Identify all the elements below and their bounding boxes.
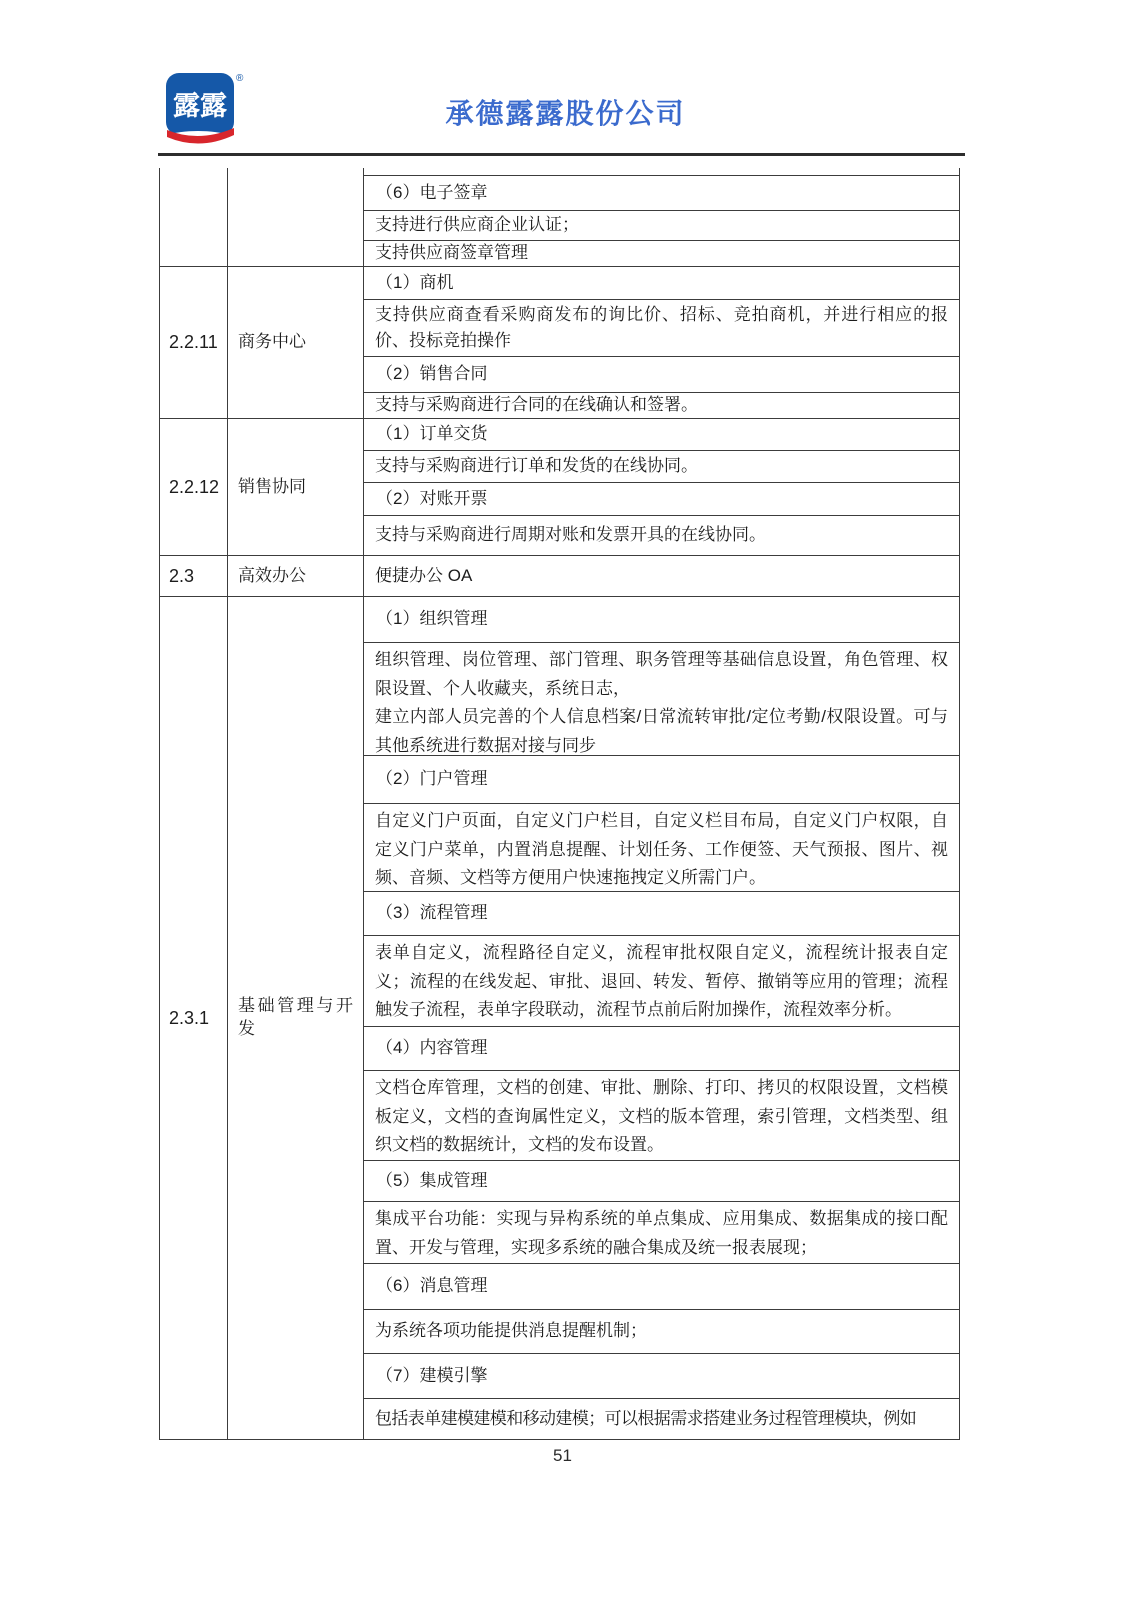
table-row: （2）销售合同	[364, 356, 959, 392]
section-number: 2.3.1	[160, 597, 228, 1439]
table-row: 支持与采购商进行周期对账和发票开具的在线协同。	[364, 515, 959, 555]
table-section-continued	[160, 168, 959, 266]
table-row	[364, 642, 959, 755]
section-number: 2.3	[160, 556, 228, 596]
table-row: 支持供应商查看采购商发布的询比价、招标、竞拍商机，并进行相应的报价、投标竞拍操作	[364, 299, 959, 356]
section-name: 高效办公	[228, 556, 364, 596]
table-row: 支持进行供应商企业认证；	[364, 210, 959, 240]
table-section-2-2-12	[160, 418, 959, 555]
table-row: 表单自定义，流程路径自定义，流程审批权限自定义，流程统计报表自定义；流程的在线发起、审批、退回、转发、暂停、撤销等应用的管理；流程触发子流程，表单字段联动，流程节点前后附加操作，流程效率分析。	[364, 935, 959, 1026]
section-name: 基础管理与开发	[228, 597, 364, 1439]
table-row: （2）门户管理	[364, 755, 959, 803]
section-name	[228, 168, 364, 266]
paragraph-line: 建立内部人员完善的个人信息档案/日常流转审批/定位考勤/权限设置。可与其他系统进行数据对接与同步	[375, 707, 948, 755]
table-row: （4）内容管理	[364, 1026, 959, 1070]
cut-row-remnant	[364, 168, 959, 175]
table-row: （6）电子签章	[364, 175, 959, 210]
table-section-2-3-1	[160, 596, 959, 1439]
paragraph-line: 组织管理、岗位管理、部门管理、职务管理等基础信息设置，角色管理、权限设置、个人收藏夹，系统日志，	[375, 650, 948, 698]
table-row: （5）集成管理	[364, 1160, 959, 1201]
table-row: 自定义门户页面，自定义门户栏目，自定义栏目布局，自定义门户权限，自定义门户菜单，内置消息提醒、计划任务、工作便签、天气预报、图片、视频、音频、文档等方便用户快速拖拽定义所需门户。	[364, 803, 959, 891]
company-name: 承德露露股份公司	[445, 98, 686, 129]
table-section-2-3	[160, 555, 959, 596]
table-row: （1）组织管理	[376, 609, 488, 629]
table-row: 为系统各项功能提供消息提醒机制；	[364, 1309, 959, 1353]
table-row: 便捷办公 OA	[375, 565, 473, 585]
table-row: 集成平台功能：实现与异构系统的单点集成、应用集成、数据集成的接口配置、开发与管理，实现多系统的融合集成及统一报表展现；	[364, 1201, 959, 1263]
table-row: 支持与采购商进行订单和发货的在线协同。	[364, 450, 959, 482]
table-row: （6）消息管理	[364, 1263, 959, 1309]
requirements-table	[159, 168, 960, 1440]
logo-text: 露露	[173, 91, 227, 121]
table-section-2-2-11	[160, 266, 959, 418]
section-number	[160, 168, 228, 266]
section-number: 2.2.12	[160, 419, 228, 555]
table-row: 支持与采购商进行合同的在线确认和签署。	[364, 392, 959, 418]
section-name: 商务中心	[228, 267, 364, 418]
header-divider	[158, 153, 965, 156]
table-row: 支持供应商签章管理	[364, 240, 959, 266]
table-row: （1）商机	[376, 272, 454, 292]
table-row: （2）对账开票	[364, 482, 959, 515]
registered-mark: ®	[236, 73, 244, 84]
paragraph-line: 包括表单建模建模和移动建模；可以根据需求搭建业务过程管理模块，例如	[375, 1408, 917, 1428]
table-row: （1）订单交货	[376, 424, 488, 444]
page-number: 51	[553, 1446, 572, 1465]
table-row: （3）流程管理	[364, 891, 959, 935]
table-row: （7）建模引擎	[364, 1353, 959, 1398]
table-row	[364, 1398, 959, 1439]
section-name: 销售协同	[228, 419, 364, 555]
section-number: 2.2.11	[160, 267, 228, 418]
table-row: 文档仓库管理，文档的创建、审批、删除、打印、拷贝的权限设置，文档模板定义，文档的查询属性定义，文档的版本管理，索引管理，文档类型、组织文档的数据统计，文档的发布设置。	[364, 1070, 959, 1160]
